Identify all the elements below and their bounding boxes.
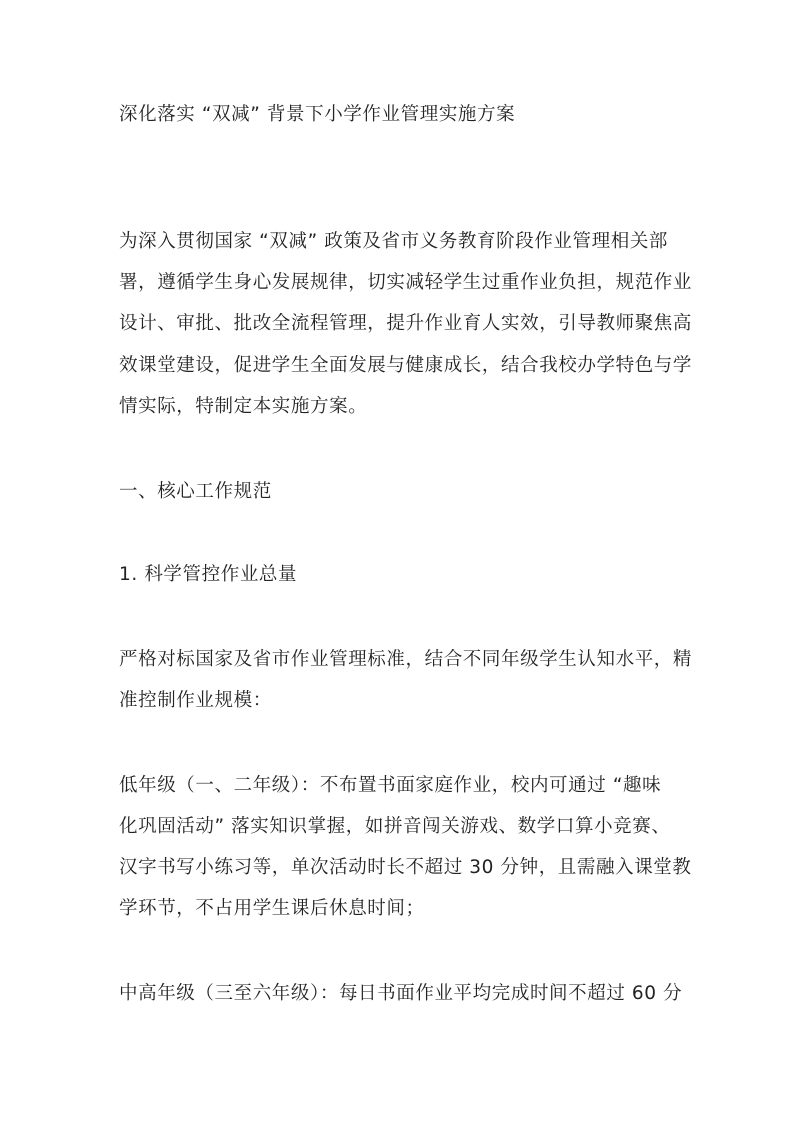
paragraph-line: 低年级（一、二年级）：不布置书面家庭作业，校内可通过 “趣味 xyxy=(119,775,662,796)
document-title: 深化落实 “双减” 背景下小学作业管理实施方案 xyxy=(119,104,516,125)
intro-line: 效课堂建设，促进学生全面发展与健康成长，结合我校办学特色与学 xyxy=(119,355,693,376)
section-heading: 一、核心工作规范 xyxy=(119,481,272,502)
paragraph-line: 准控制作业规模： xyxy=(119,690,272,711)
subsection-heading: 1. 科学管控作业总量 xyxy=(119,564,298,585)
paragraph-line: 学环节，不占用学生课后休息时间； xyxy=(119,898,425,919)
intro-line: 署，遵循学生身心发展规律，切实减轻学生过重作业负担，规范作业 xyxy=(119,272,693,293)
paragraph-line: 严格对标国家及省市作业管理标准，结合不同年级学生认知水平，精 xyxy=(119,649,693,670)
paragraph-line: 中高年级（三至六年级）：每日书面作业平均完成时间不超过 60 分 xyxy=(119,983,683,1004)
intro-line: 为深入贯彻国家 “双减” 政策及省市义务教育阶段作业管理相关部 xyxy=(119,231,669,252)
paragraph-line: 汉字书写小练习等，单次活动时长不超过 30 分钟，且需融入课堂教 xyxy=(119,857,692,878)
paragraph-line: 化巩固活动” 落实知识掌握，如拼音闯关游戏、数学口算小竞赛、 xyxy=(119,816,671,837)
intro-line: 设计、审批、批改全流程管理，提升作业育人实效，引导教师聚焦高 xyxy=(119,313,693,334)
intro-line: 情实际，特制定本实施方案。 xyxy=(119,396,368,417)
